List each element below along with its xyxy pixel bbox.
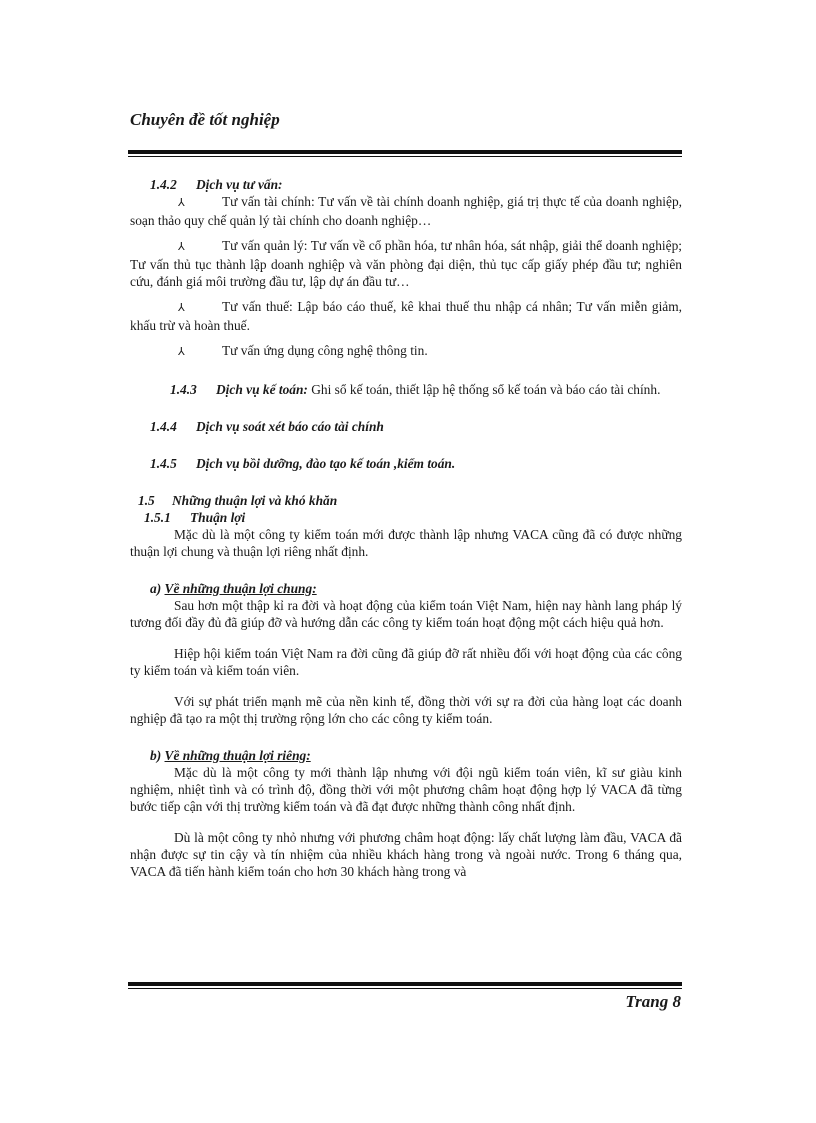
paragraph: Mặc dù là một công ty mới thành lập nhưng với đội ngũ kiểm toán viên, kĩ sư giàu kinh nghiệm, nhiệt tình và có trình độ, đồng thời với một phương châm hoạt động hợp lý VACA đã từng bước tiếp cận với thị trường kiểm toán và đã đạt được những thành công nhất định. xyxy=(130,765,682,814)
heading-number: 1.5.1 xyxy=(144,510,171,525)
paragraph: Dù là một công ty nhỏ nhưng với phương châm hoạt động: lấy chất lượng làm đầu, VACA đã nhận được sự tin cậy và tín nhiệm của nhiều khách hàng trong và ngoài nước. Trong 6 tháng qua, VACA đã tiến hành kiểm toán cho hơn 30 khách hàng trong và xyxy=(130,830,682,879)
bullet-text: Tư vấn ứng dụng công nghệ thông tin. xyxy=(222,343,428,358)
triangle-bullet-icon: ⅄ xyxy=(178,241,185,253)
page-number: Trang 8 xyxy=(625,992,681,1011)
subheading-title: Về những thuận lợi riêng: xyxy=(164,748,311,763)
heading-title: Những thuận lợi và khó khăn xyxy=(172,493,338,508)
subheading-b xyxy=(150,747,682,764)
heading-number: 1.4.5 xyxy=(150,456,177,471)
section-text: Ghi sổ kế toán, thiết lập hệ thống sổ kế toán và báo cáo tài chính. xyxy=(311,382,661,397)
bullet-text: Tư vấn tài chính: Tư vấn về tài chính doanh nghiệp, giá trị thực tế của doanh nghiệp, soạn thảo quy chế quản lý tài chính cho doanh nghiệp… xyxy=(130,194,682,228)
triangle-bullet-icon: ⅄ xyxy=(178,197,185,209)
heading-1-4-3 xyxy=(150,381,682,398)
header-rule-thin xyxy=(128,156,682,157)
paragraph: Mặc dù là một công ty kiểm toán mới được thành lập nhưng VACA cũng đã có được những thuận lợi chung và thuận lợi riêng nhất định. xyxy=(130,527,682,559)
heading-number: 1.4.2 xyxy=(150,177,177,192)
heading-title: Dịch vụ kế toán: xyxy=(216,382,308,397)
header-title: Chuyên đề tốt nghiệp xyxy=(130,110,280,129)
heading-title: Thuận lợi xyxy=(190,510,246,525)
bullet-paragraph xyxy=(130,193,682,229)
header-rule-thick xyxy=(128,150,682,154)
heading-1-5 xyxy=(138,492,682,509)
bullet-paragraph xyxy=(130,237,682,290)
paragraph: Sau hơn một thập kỉ ra đời và hoạt động của kiểm toán Việt Nam, hiện nay hành lang pháp lý tương đối đầy đủ đã giúp đỡ và hướng dẫn các công ty kiểm toán hoạt động một cách hiệu quả hơn. xyxy=(130,598,682,630)
footer-rule-thin xyxy=(128,988,682,989)
document-body xyxy=(130,176,682,880)
heading-1-4-4 xyxy=(150,418,682,435)
heading-title: Dịch vụ soát xét báo cáo tài chính xyxy=(196,419,384,434)
bullet-paragraph xyxy=(130,298,682,334)
triangle-bullet-icon: ⅄ xyxy=(178,346,185,358)
heading-number: 1.5 xyxy=(138,493,155,508)
bullet-paragraph xyxy=(130,342,682,361)
bullet-text: Tư vấn thuế: Lập báo cáo thuế, kê khai thuế thu nhập cá nhân; Tư vấn miễn giảm, khấu trừ và hoàn thuế. xyxy=(130,299,682,333)
heading-1-4-2 xyxy=(150,176,682,193)
heading-1-4-5 xyxy=(150,455,682,472)
paragraph: Với sự phát triển mạnh mẽ của nền kinh tế, đồng thời với sự ra đời của hàng loạt các doanh nghiệp đã tạo ra một thị trường rộng lớn cho các công ty kiểm toán. xyxy=(130,694,682,726)
footer-rule xyxy=(128,982,682,989)
heading-number: 1.4.3 xyxy=(170,382,197,397)
heading-title: Dịch vụ bồi dưỡng, đào tạo kế toán ,kiểm toán. xyxy=(196,456,456,471)
subheading-label: b) xyxy=(150,748,162,763)
subheading-a xyxy=(150,580,682,597)
subheading-label: a) xyxy=(150,581,162,596)
subheading-title: Về những thuận lợi chung: xyxy=(164,581,317,596)
header-rule xyxy=(128,150,682,157)
heading-title: Dịch vụ tư vấn: xyxy=(196,177,283,192)
triangle-bullet-icon: ⅄ xyxy=(178,302,185,314)
heading-1-5-1 xyxy=(144,509,682,526)
heading-number: 1.4.4 xyxy=(150,419,177,434)
bullet-text: Tư vấn quản lý: Tư vấn về cổ phần hóa, tư nhân hóa, sát nhập, giải thể doanh nghiệp; Tư vấn thủ tục thành lập doanh nghiệp và văn phòng đại diện, thủ tục cấp giấy phép đầu tư; nghiên cứu, đánh giá môi trường đầu tư, lập dự án đầu tư… xyxy=(130,238,682,289)
paragraph: Hiệp hội kiểm toán Việt Nam ra đời cũng đã giúp đỡ rất nhiều đối với hoạt động của các công ty kiểm toán và kiểm toán viên. xyxy=(130,646,682,678)
footer-rule-thick xyxy=(128,982,682,986)
